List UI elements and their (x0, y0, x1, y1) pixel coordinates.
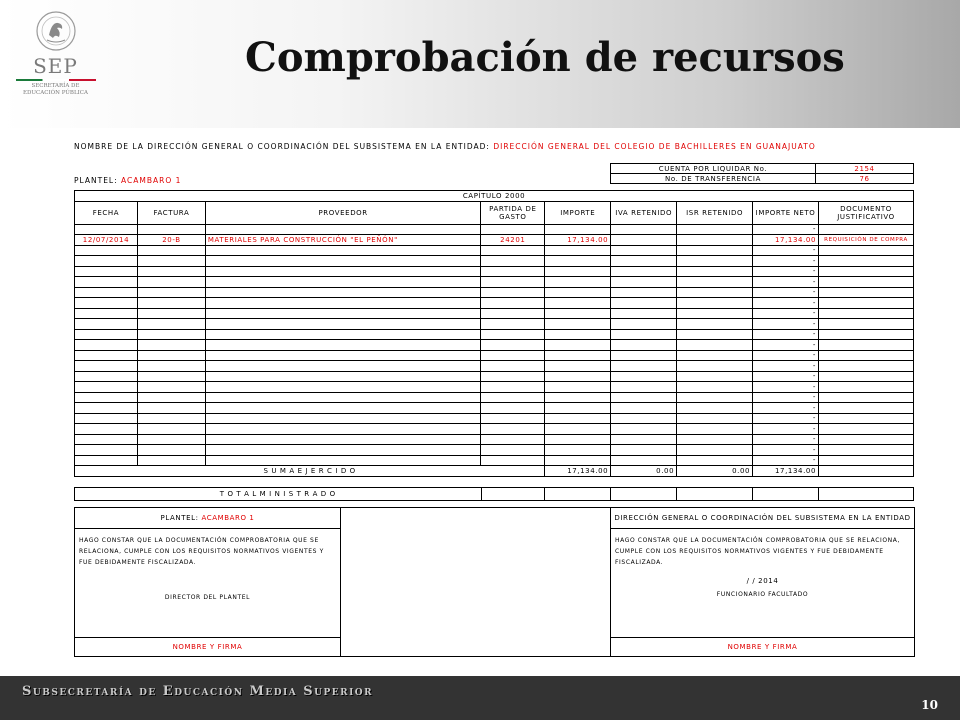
col-iva-cell (611, 277, 677, 288)
col-iva-cell (611, 235, 677, 246)
col-iva-cell (611, 245, 677, 256)
col-fecha-cell (75, 382, 138, 393)
col-fecha-cell (75, 298, 138, 309)
slide-footer (0, 676, 960, 720)
suma-row (75, 466, 914, 477)
right-role: FUNCIONARIO FACULTADO (716, 590, 809, 598)
col-neto-cell: - (753, 403, 819, 414)
col-proveedor-cell: MATERIALES PARA CONSTRUCCIÓN "EL PEÑÓN" (205, 235, 480, 246)
col-partida-cell (481, 277, 545, 288)
col-partida-cell (481, 424, 545, 435)
chapter-header: CAPÍTULO 2000 (75, 191, 914, 202)
col-isr-cell (677, 455, 753, 466)
col-proveedor-cell (205, 403, 480, 414)
col-partida-cell (481, 287, 545, 298)
col-proveedor-cell (205, 413, 480, 424)
col-documento-cell (819, 224, 914, 235)
col-iva-cell (611, 424, 677, 435)
col-neto-cell: - (753, 392, 819, 403)
col-isr-cell (677, 287, 753, 298)
col-neto-cell: - (753, 319, 819, 330)
col-partida-cell (481, 256, 545, 267)
footer-subtitle: Subsecretaría de Educación Media Superior (22, 684, 374, 699)
table-row (75, 413, 914, 424)
col-factura-cell (137, 340, 205, 351)
col-documento-header: DOCUMENTO JUSTIFICATIVO (819, 201, 914, 224)
col-fecha-cell (75, 350, 138, 361)
agency-subline-1: SECRETARÍA DE (31, 83, 80, 89)
left-plantel-cell (75, 507, 341, 528)
col-documento-cell: REQUISICIÓN DE COMPRA (819, 235, 914, 246)
col-documento-cell (819, 329, 914, 340)
col-isr-header: ISR RETENIDO (677, 201, 753, 224)
col-iva-cell (611, 350, 677, 361)
col-isr-cell (677, 340, 753, 351)
account-table (610, 163, 914, 184)
table-row (75, 392, 914, 403)
col-factura-cell (137, 350, 205, 361)
col-iva-cell (611, 371, 677, 382)
col-factura-cell (137, 434, 205, 445)
table-row (75, 308, 914, 319)
col-neto-cell: - (753, 340, 819, 351)
col-iva-cell (611, 340, 677, 351)
col-partida-cell (481, 413, 545, 424)
col-documento-cell (819, 392, 914, 403)
col-neto-cell: - (753, 245, 819, 256)
col-neto-cell: - (753, 256, 819, 267)
table-row (75, 277, 914, 288)
table-row (75, 371, 914, 382)
col-importe-cell (545, 245, 611, 256)
col-factura-cell (137, 413, 205, 424)
col-proveedor-cell (205, 424, 480, 435)
table-row (75, 424, 914, 435)
col-documento-cell (819, 287, 914, 298)
col-fecha-cell (75, 403, 138, 414)
col-neto-cell: - (753, 298, 819, 309)
col-documento-cell (819, 382, 914, 393)
col-neto-header: IMPORTE NETO (753, 201, 819, 224)
col-documento-cell (819, 245, 914, 256)
col-importe-cell (545, 256, 611, 267)
col-documento-cell (819, 424, 914, 435)
col-factura-cell (137, 308, 205, 319)
col-importe-cell (545, 340, 611, 351)
expense-rows (75, 224, 914, 466)
col-importe-cell (545, 308, 611, 319)
col-factura-cell (137, 277, 205, 288)
col-isr-cell (677, 277, 753, 288)
col-neto-cell: - (753, 445, 819, 456)
col-neto-cell: - (753, 308, 819, 319)
sep-logo (8, 10, 103, 120)
col-isr-cell (677, 266, 753, 277)
col-documento-cell (819, 455, 914, 466)
col-documento-cell (819, 371, 914, 382)
col-neto-cell: - (753, 277, 819, 288)
plantel-block (74, 163, 914, 187)
col-partida-cell (481, 224, 545, 235)
flag-bar (16, 79, 96, 81)
left-attest-cell (75, 528, 341, 637)
col-iva-cell (611, 256, 677, 267)
col-documento-cell (819, 308, 914, 319)
col-factura-cell: 20-B (137, 235, 205, 246)
col-partida-cell (481, 350, 545, 361)
col-fecha-cell (75, 256, 138, 267)
col-factura-cell (137, 245, 205, 256)
col-neto-cell: - (753, 382, 819, 393)
col-factura-cell (137, 298, 205, 309)
right-attest-text: HAGO CONSTAR QUE LA DOCUMENTACIÓN COMPROBATORIA QUE SE RELACIONA, CUMPLE CON LOS REQUISITOS NORMATIVOS VIGENTES Y FUE DEBIDAMENTE FISCALIZADA. (615, 536, 900, 566)
signature-table (74, 507, 915, 657)
col-factura-cell (137, 403, 205, 414)
col-importe-cell (545, 434, 611, 445)
col-fecha-cell (75, 445, 138, 456)
col-fecha-cell: 12/07/2014 (75, 235, 138, 246)
col-fecha-cell (75, 455, 138, 466)
plantel-line (74, 176, 181, 185)
col-documento-cell (819, 361, 914, 372)
col-fecha-cell (75, 329, 138, 340)
col-isr-cell (677, 382, 753, 393)
col-isr-cell (677, 319, 753, 330)
transfer-value: 76 (816, 174, 914, 184)
col-fecha-cell (75, 340, 138, 351)
col-partida-cell (481, 361, 545, 372)
col-factura-cell (137, 287, 205, 298)
direction-label: NOMBRE DE LA DIRECCIÓN GENERAL O COORDINACIÓN DEL SUBSISTEMA EN LA ENTIDAD: (74, 142, 490, 151)
col-proveedor-cell (205, 392, 480, 403)
col-isr-cell (677, 329, 753, 340)
col-importe-cell (545, 350, 611, 361)
left-sign-label: NOMBRE Y FIRMA (75, 637, 341, 656)
col-iva-cell (611, 455, 677, 466)
col-iva-cell (611, 319, 677, 330)
col-proveedor-cell (205, 350, 480, 361)
col-documento-cell (819, 277, 914, 288)
col-partida-cell (481, 245, 545, 256)
col-proveedor-cell (205, 329, 480, 340)
col-documento-cell (819, 319, 914, 330)
col-documento-cell (819, 403, 914, 414)
col-partida-cell (481, 403, 545, 414)
col-proveedor-cell (205, 434, 480, 445)
suma-isr: 0.00 (677, 466, 753, 477)
table-row (75, 382, 914, 393)
col-proveedor-cell (205, 277, 480, 288)
col-isr-cell (677, 256, 753, 267)
table-row (75, 266, 914, 277)
table-row (75, 329, 914, 340)
col-iva-cell (611, 392, 677, 403)
col-neto-cell: - (753, 287, 819, 298)
col-documento-cell (819, 350, 914, 361)
col-importe-cell (545, 361, 611, 372)
col-isr-cell (677, 224, 753, 235)
col-iva-header: IVA RETENIDO (611, 201, 677, 224)
col-importe-cell (545, 445, 611, 456)
agency-subline-2: EDUCACIÓN PÚBLICA (23, 90, 88, 96)
col-fecha-cell (75, 371, 138, 382)
col-neto-cell: - (753, 371, 819, 382)
page-number: 10 (921, 698, 938, 712)
col-fecha-cell (75, 413, 138, 424)
cuenta-value: 2154 (816, 164, 914, 174)
col-importe-cell (545, 371, 611, 382)
col-importe-cell (545, 382, 611, 393)
col-fecha-cell (75, 424, 138, 435)
col-proveedor-cell (205, 308, 480, 319)
col-importe-cell (545, 224, 611, 235)
col-fecha-cell (75, 434, 138, 445)
col-proveedor-cell (205, 361, 480, 372)
col-isr-cell (677, 245, 753, 256)
col-factura-cell (137, 266, 205, 277)
slide-header (0, 0, 960, 128)
plantel-value: ACAMBARO 1 (121, 176, 182, 185)
col-iva-cell (611, 298, 677, 309)
left-attest-text: HAGO CONSTAR QUE LA DOCUMENTACIÓN COMPROBATORIA QUE SE RELACIONA, CUMPLE CON LOS REQUISITOS NORMATIVOS VIGENTES Y FUE DEBIDAMENTE FISCALIZADA. (79, 536, 324, 566)
right-attest-cell (611, 528, 915, 637)
table-row (75, 445, 914, 456)
col-partida-cell (481, 266, 545, 277)
left-plantel-value: ACAMBARO 1 (201, 513, 255, 522)
col-importe-cell (545, 424, 611, 435)
table-row (75, 298, 914, 309)
col-isr-cell (677, 361, 753, 372)
table-row (75, 350, 914, 361)
col-documento-cell (819, 413, 914, 424)
col-proveedor-cell (205, 224, 480, 235)
col-partida-cell (481, 308, 545, 319)
col-partida-cell (481, 340, 545, 351)
col-isr-cell (677, 424, 753, 435)
table-row (75, 434, 914, 445)
col-fecha-cell (75, 277, 138, 288)
expense-table (74, 190, 914, 477)
table-row (75, 235, 914, 246)
col-proveedor-cell (205, 382, 480, 393)
table-row (75, 455, 914, 466)
col-proveedor-cell (205, 245, 480, 256)
col-partida-cell (481, 298, 545, 309)
col-isr-cell (677, 350, 753, 361)
suma-label: S U M A E J E R C I D O (75, 466, 545, 477)
table-row (75, 287, 914, 298)
total-row (75, 487, 914, 500)
col-neto-cell: - (753, 361, 819, 372)
table-row (75, 340, 914, 351)
col-fecha-header: FECHA (75, 201, 138, 224)
col-isr-cell (677, 235, 753, 246)
col-factura-cell (137, 361, 205, 372)
col-proveedor-cell (205, 287, 480, 298)
direction-line (74, 142, 914, 151)
col-fecha-cell (75, 266, 138, 277)
col-proveedor-cell (205, 340, 480, 351)
col-proveedor-cell (205, 256, 480, 267)
page-title: Comprobación de recursos (245, 34, 845, 81)
col-isr-cell (677, 413, 753, 424)
col-fecha-cell (75, 308, 138, 319)
col-factura-cell (137, 224, 205, 235)
col-fecha-cell (75, 319, 138, 330)
right-date: / / 2014 (746, 576, 779, 585)
left-plantel-label: PLANTEL: (160, 513, 199, 522)
agency-name: SEP (33, 54, 78, 78)
table-row (75, 319, 914, 330)
col-importe-cell (545, 392, 611, 403)
col-importe-cell (545, 403, 611, 414)
col-partida-cell (481, 371, 545, 382)
col-proveedor-cell (205, 266, 480, 277)
col-documento-cell (819, 266, 914, 277)
col-neto-cell: - (753, 413, 819, 424)
col-partida-cell (481, 455, 545, 466)
direction-value: DIRECCIÓN GENERAL DEL COLEGIO DE BACHILLERES EN GUANAJUATO (493, 142, 816, 151)
col-iva-cell (611, 361, 677, 372)
col-factura-header: FACTURA (137, 201, 205, 224)
col-isr-cell (677, 445, 753, 456)
col-partida-cell: 24201 (481, 235, 545, 246)
col-importe-header: IMPORTE (545, 201, 611, 224)
col-proveedor-cell (205, 445, 480, 456)
col-neto-cell: - (753, 350, 819, 361)
col-isr-cell (677, 298, 753, 309)
col-partida-cell (481, 434, 545, 445)
col-importe-cell (545, 298, 611, 309)
transfer-label: No. DE TRANSFERENCIA (611, 174, 816, 184)
col-factura-cell (137, 455, 205, 466)
col-proveedor-cell (205, 371, 480, 382)
mexico-seal-icon (33, 10, 79, 52)
col-factura-cell (137, 329, 205, 340)
col-fecha-cell (75, 224, 138, 235)
table-row (75, 361, 914, 372)
col-iva-cell (611, 434, 677, 445)
col-importe-cell (545, 266, 611, 277)
col-iva-cell (611, 403, 677, 414)
col-factura-cell (137, 445, 205, 456)
col-neto-cell: - (753, 455, 819, 466)
col-importe-cell (545, 329, 611, 340)
cuenta-label: CUENTA POR LIQUIDAR No. (611, 164, 816, 174)
col-importe-cell: 17,134.00 (545, 235, 611, 246)
col-iva-cell (611, 224, 677, 235)
col-iva-cell (611, 287, 677, 298)
col-fecha-cell (75, 287, 138, 298)
col-importe-cell (545, 287, 611, 298)
col-iva-cell (611, 445, 677, 456)
col-iva-cell (611, 329, 677, 340)
col-proveedor-header: PROVEEDOR (205, 201, 480, 224)
col-neto-cell: - (753, 434, 819, 445)
right-title: DIRECCIÓN GENERAL O COORDINACIÓN DEL SUBSISTEMA EN LA ENTIDAD (611, 507, 915, 528)
col-importe-cell (545, 277, 611, 288)
total-label: T O T A L M I N I S T R A D O (75, 487, 482, 500)
col-iva-cell (611, 382, 677, 393)
col-factura-cell (137, 319, 205, 330)
col-documento-cell (819, 298, 914, 309)
suma-importe: 17,134.00 (545, 466, 611, 477)
col-iva-cell (611, 413, 677, 424)
col-neto-cell: - (753, 424, 819, 435)
col-fecha-cell (75, 245, 138, 256)
left-role: DIRECTOR DEL PLANTEL (164, 593, 251, 601)
col-proveedor-cell (205, 319, 480, 330)
col-partida-cell (481, 319, 545, 330)
table-row (75, 224, 914, 235)
blank-signature-cell (341, 507, 611, 656)
col-importe-cell (545, 319, 611, 330)
col-partida-cell (481, 392, 545, 403)
col-partida-cell (481, 445, 545, 456)
col-fecha-cell (75, 392, 138, 403)
col-neto-cell: 17,134.00 (753, 235, 819, 246)
col-partida-cell (481, 382, 545, 393)
col-importe-cell (545, 413, 611, 424)
column-header-row (75, 201, 914, 224)
col-importe-cell (545, 455, 611, 466)
col-neto-cell: - (753, 224, 819, 235)
table-row (75, 403, 914, 414)
col-proveedor-cell (205, 455, 480, 466)
col-partida-cell (481, 329, 545, 340)
table-row (75, 245, 914, 256)
col-isr-cell (677, 371, 753, 382)
plantel-label: PLANTEL: (74, 176, 118, 185)
col-proveedor-cell (205, 298, 480, 309)
col-iva-cell (611, 308, 677, 319)
right-sign-label: NOMBRE Y FIRMA (611, 637, 915, 656)
col-factura-cell (137, 256, 205, 267)
col-isr-cell (677, 403, 753, 414)
col-factura-cell (137, 382, 205, 393)
col-iva-cell (611, 266, 677, 277)
table-row (75, 256, 914, 267)
col-isr-cell (677, 308, 753, 319)
col-documento-cell (819, 434, 914, 445)
col-documento-cell (819, 256, 914, 267)
col-documento-cell (819, 445, 914, 456)
col-isr-cell (677, 434, 753, 445)
suma-iva: 0.00 (611, 466, 677, 477)
col-neto-cell: - (753, 329, 819, 340)
col-isr-cell (677, 392, 753, 403)
col-factura-cell (137, 371, 205, 382)
col-factura-cell (137, 424, 205, 435)
suma-neto: 17,134.00 (753, 466, 819, 477)
expense-sheet (74, 142, 914, 657)
col-documento-cell (819, 340, 914, 351)
col-factura-cell (137, 392, 205, 403)
col-partida-header: PARTIDA DE GASTO (481, 201, 545, 224)
col-fecha-cell (75, 361, 138, 372)
col-neto-cell: - (753, 266, 819, 277)
total-table (74, 487, 914, 501)
